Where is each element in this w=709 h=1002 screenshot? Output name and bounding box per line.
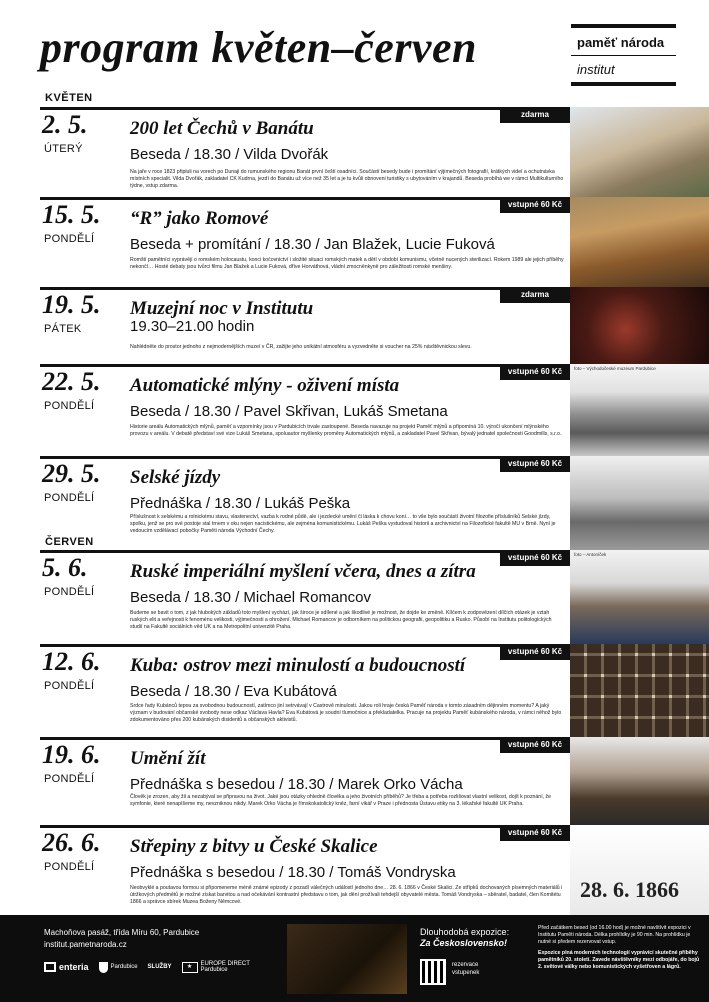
event-description: Člověk je zrozen, aby žil a nezabýval se připravou na život. Jaké jsou otázky ohledně člověka a jeho životních příběhů? Je třeba a potřeba rozlišovat vlastní velikost, dojít k poznání, že symfonie, které nenapíšeme my, nevzniknou nikdy. Marek Orko Vácha je římskokatolický kněz, farní vikář v Praze i přednosta Ústavu etiky na 3. lékařské fakultě UK Praha. bbox=[130, 794, 551, 807]
historic-date: 28. 6. 1866 bbox=[580, 877, 679, 902]
event-title: Střepiny z bitvy u České Skalice bbox=[130, 836, 378, 857]
reservation-line1: rezervace bbox=[452, 962, 479, 968]
photo-credit: foto – Antoníček bbox=[574, 552, 607, 557]
eu-flag-icon: ★ bbox=[182, 962, 198, 973]
event-subtitle: Beseda / 18.30 / Vilda Dvořák bbox=[130, 146, 329, 163]
partner-logo-europe-direct[interactable] bbox=[182, 961, 251, 973]
event-date: 2. 5. bbox=[42, 110, 88, 139]
exhibition-title: Za Československo! bbox=[420, 938, 508, 948]
event-description: Neobvyklé a poutavou formou si připomeneme méně známé epizody z pozadí válečných událostí jednoho dne… 28. 6. 1866 v České Skalici. Ze střípků dochovaných písemných materiálů i útržkových předmětů je možné získat barvitou a nad očekávání kontrastní představu o tom, jak dění prožívali tehdejší obyvatelé města. Tomáš Vondryska – sběratel, badatel, člen Komitétu 1866 a správce sbírek Muzea Boženy Němcové. bbox=[130, 885, 563, 905]
event-description: Srdce řady Kubánců tepou za svobodnou budoucností, zatímco jiní setrvávají v Castrově minulosti. Jakou roli hraje česká Paměť národa v tomto zásadním dějinném momentu? A jaký význam v budování občanské svobody nese odkaz Václava Havla? Eva Kubátová je soudní tlumočnice a překladatelka. Pracuje na projektu Paměť kubánského národa, v rámci něhož bylo zdokumentováno přes 200 kubánských disidentů a občanských aktivistů. bbox=[130, 703, 562, 723]
price-badge: vstupné 60 Kč bbox=[500, 550, 570, 566]
logo-line1: paměť národa bbox=[577, 35, 665, 50]
event-day: PONDĚLÍ bbox=[44, 400, 95, 412]
event-card bbox=[40, 287, 709, 364]
exhibition-photo bbox=[287, 924, 407, 994]
partner-logo-sluzby[interactable] bbox=[148, 964, 172, 970]
event-description: Romští pamětníci vyprávějí o romském holocaustu, konci kočovnictví i složité situaci romských matek a dětí v období komunismu, včetně nucených sterilizací. Rokem 1989 ale jejich příběhy nekončí… Hosté debaty jsou tvůrci filmu Jan Blažek a Lucie Fuková, dříve Horváthová, vládní zmocněnkyně pro záležitosti romské menšiny. bbox=[130, 257, 564, 270]
event-subtitle: 19.30–21.00 hodin bbox=[130, 318, 255, 335]
event-photo bbox=[570, 456, 709, 550]
price-badge: vstupné 60 Kč bbox=[500, 364, 570, 380]
event-card bbox=[40, 107, 709, 197]
event-day: PONDĚLÍ bbox=[44, 680, 95, 692]
event-card bbox=[40, 550, 709, 644]
event-title: Kuba: ostrov mezi minulostí a budoucností bbox=[130, 655, 466, 676]
exhibition-info bbox=[420, 927, 509, 949]
event-photo bbox=[570, 287, 709, 364]
event-date: 5. 6. bbox=[42, 553, 88, 582]
note-visit: Před začátkem besed (od 16.00 hod) je možné navštívit expozici v Institutu Paměti národa. Délka prohlídky je 90 min. Na prohlídku je nutné si předem rezervovat vstup. bbox=[538, 925, 691, 945]
partner-logo-pardubice[interactable] bbox=[99, 962, 138, 973]
event-description: Na jaře v roce 1823 připluli na vorech po Dunaji do rumunského regionu Banát první čeští osadníci. Součástí besedy bude i promítání výjimečných fotografií, krátkých videí a ochutnávka místních specialit. Vilda Dvořák, zakladatel CK Kudrna, jezdí do Banátu už více než 35 let a je tu kvůli obnoveni turistiky s ubytováním v krajandů. Beseda probíhá we v rámci Multikulturního týdne, vstup zdarma. bbox=[130, 169, 564, 189]
price-badge: zdarma bbox=[500, 287, 570, 303]
month-heading-june: ČERVEN bbox=[45, 536, 94, 548]
event-photo bbox=[570, 737, 709, 825]
price-badge: vstupné 60 Kč bbox=[500, 737, 570, 753]
event-date: 29. 5. bbox=[42, 459, 101, 488]
event-day: PONDĚLÍ bbox=[44, 586, 95, 598]
event-date: 19. 6. bbox=[42, 740, 101, 769]
event-divider bbox=[40, 107, 570, 110]
event-day: PONDĚLÍ bbox=[44, 773, 95, 785]
event-divider bbox=[40, 825, 570, 828]
event-subtitle: Beseda / 18.30 / Eva Kubátová bbox=[130, 683, 337, 700]
event-subtitle: Přednáška / 18.30 / Lukáš Peška bbox=[130, 495, 351, 512]
event-photo bbox=[570, 197, 709, 287]
price-badge: zdarma bbox=[500, 107, 570, 123]
month-heading-may: KVĚTEN bbox=[45, 92, 93, 104]
event-date: 12. 6. bbox=[42, 647, 101, 676]
event-card bbox=[40, 197, 709, 287]
event-date: 26. 6. bbox=[42, 828, 101, 857]
event-day: ÚTERÝ bbox=[44, 143, 83, 155]
event-title: “R” jako Romové bbox=[130, 208, 269, 229]
event-subtitle: Beseda / 18.30 / Michael Romancov bbox=[130, 589, 371, 606]
event-subtitle: Přednáška s besedou / 18.30 / Marek Orko Vácha bbox=[130, 776, 463, 793]
visitor-notes bbox=[538, 925, 703, 975]
event-divider bbox=[40, 364, 570, 367]
event-day: PONDĚLÍ bbox=[44, 233, 95, 245]
partner-name: EUROPE DIRECT Pardubice bbox=[200, 961, 250, 973]
partner-name: SLUŽBY bbox=[147, 964, 172, 970]
price-badge: vstupné 60 Kč bbox=[500, 644, 570, 660]
event-card bbox=[40, 364, 709, 456]
event-subtitle: Beseda + promítání / 18.30 / Jan Blažek, Lucie Fuková bbox=[130, 236, 495, 253]
event-photo bbox=[570, 364, 709, 456]
event-divider bbox=[40, 550, 570, 553]
event-description: Historie areálu Automatických mlýnů, paměť a vzpomínky jsou v Pardubicích trvale zastoupené. Beseda navazuje na projekt Paměť mlýnů a připomíná 10. výročí ukončení mlýnského provozu v areálu. V debatě představí své vize Lukáš Smetana, spoluautor myšlenky proměny Automatických mlýnů, a zakladatel Pavel Skřivan, bývalý jednatel společnosti Goodmills, s.r.o. bbox=[130, 424, 562, 437]
partner-logos bbox=[44, 961, 251, 973]
reservation-text bbox=[452, 961, 479, 977]
event-date: 22. 5. bbox=[42, 367, 101, 396]
price-badge: vstupné 60 Kč bbox=[500, 197, 570, 213]
partner-logo-enteria[interactable] bbox=[44, 962, 89, 972]
partner-name: enteria bbox=[59, 962, 89, 972]
event-title: Ruské imperiální myšlení včera, dnes a zítra bbox=[130, 561, 476, 582]
event-divider bbox=[40, 456, 570, 459]
event-divider bbox=[40, 197, 570, 200]
page-title: program květen–červen bbox=[40, 23, 477, 72]
event-day: PONDĚLÍ bbox=[44, 861, 95, 873]
event-title: Selské jízdy bbox=[130, 467, 221, 488]
event-card bbox=[40, 456, 709, 550]
event-divider bbox=[40, 644, 570, 647]
logo-line2: institut bbox=[577, 62, 615, 77]
footer-address bbox=[44, 927, 199, 951]
event-photo bbox=[570, 107, 709, 197]
shield-icon bbox=[99, 962, 108, 973]
reservation-line2: vstupenek bbox=[452, 970, 480, 976]
pamet-naroda-logo[interactable] bbox=[571, 24, 676, 86]
event-title: 200 let Čechů v Banátu bbox=[130, 118, 314, 139]
event-subtitle: Přednáška s besedou / 18.30 / Tomáš Vondryska bbox=[130, 864, 456, 881]
event-card bbox=[40, 644, 709, 737]
event-photo bbox=[570, 550, 709, 644]
event-title: Muzejní noc v Institutu bbox=[130, 298, 314, 319]
event-photo bbox=[570, 644, 709, 737]
website-link[interactable]: institut.pametnaroda.cz bbox=[44, 940, 127, 949]
exhibition-label: Dlouhodobá expozice: bbox=[420, 927, 510, 937]
event-day: PÁTEK bbox=[44, 323, 82, 335]
event-divider bbox=[40, 737, 570, 740]
enteria-icon bbox=[44, 962, 56, 972]
address-line: Machoňova pasáž, třída Míru 60, Pardubice bbox=[44, 928, 200, 937]
event-divider bbox=[40, 287, 570, 290]
event-day: PONDĚLÍ bbox=[44, 492, 95, 504]
price-badge: vstupné 60 Kč bbox=[500, 456, 570, 472]
event-title: Umění žít bbox=[130, 748, 206, 769]
note-exhibition: Expozice plná moderních technologií vyprávící skutečné příběhy pamětníků 20. století. Zavede návštěvníky mezi odbojáře, do bojů 2. světové války nebo komunistických vyšetřoven a lágrů. bbox=[538, 950, 700, 970]
event-description: Příslušnost k selskému a rolnickému stavu, vlastenectví, vazba k rodné půdě, ale i jezdecké umění či láska k chovu koní… to vše bylo součástí životní filozofie příslušníků Selské jízdy, spolku, jenž se pro své postoje stal trnem v oku nejen nacistickému, ale zejména komunistickému. Lukáš Peška vystudoval historii a archivnictví na Filozofické fakultě MU v Brně. Nyní je vedoucím vzdělávací pobočky Paměti národa Východní Čechy. bbox=[130, 514, 556, 534]
photo-credit: foto – Východočeské muzeum Pardubice bbox=[574, 366, 656, 371]
footer bbox=[0, 915, 709, 1002]
event-date: 15. 5. bbox=[42, 200, 101, 229]
event-description: Budeme se bavit o tom, z jak hlubokých základů toto myšlení vychází, jak široce je sdílené a jak škodlivé je možnost, že dojde ke změně. Klíčem k zodpovězení dílčích otázek je vztah ruských elit a veřejnosti k fenoménu velikosti, výjimečnosti a ohrožení. Michael Romancov je odborníkem na politickou geografii, geopolitiku a Rusko. Působí na Institutu politologických studií na Fakultě sociálních věd UK a na Metropolitní univerzitě Praha. bbox=[130, 610, 552, 630]
qr-code-icon[interactable] bbox=[420, 959, 446, 985]
partner-name: Pardubice bbox=[110, 964, 138, 970]
event-subtitle: Beseda / 18.30 / Pavel Skřivan, Lukáš Smetana bbox=[130, 403, 448, 420]
event-card bbox=[40, 737, 709, 825]
event-title: Automatické mlýny - oživení místa bbox=[130, 375, 400, 396]
event-date: 19. 5. bbox=[42, 290, 101, 319]
price-badge: vstupné 60 Kč bbox=[500, 825, 570, 841]
event-description: Nahlédněte do prostor jednoho z nejmodernějších muzeí v ČR, zažijte jeho unikátní atmosféru a vyzvedněte si voucher na 25% návštěvnickou slevu. bbox=[130, 344, 472, 350]
